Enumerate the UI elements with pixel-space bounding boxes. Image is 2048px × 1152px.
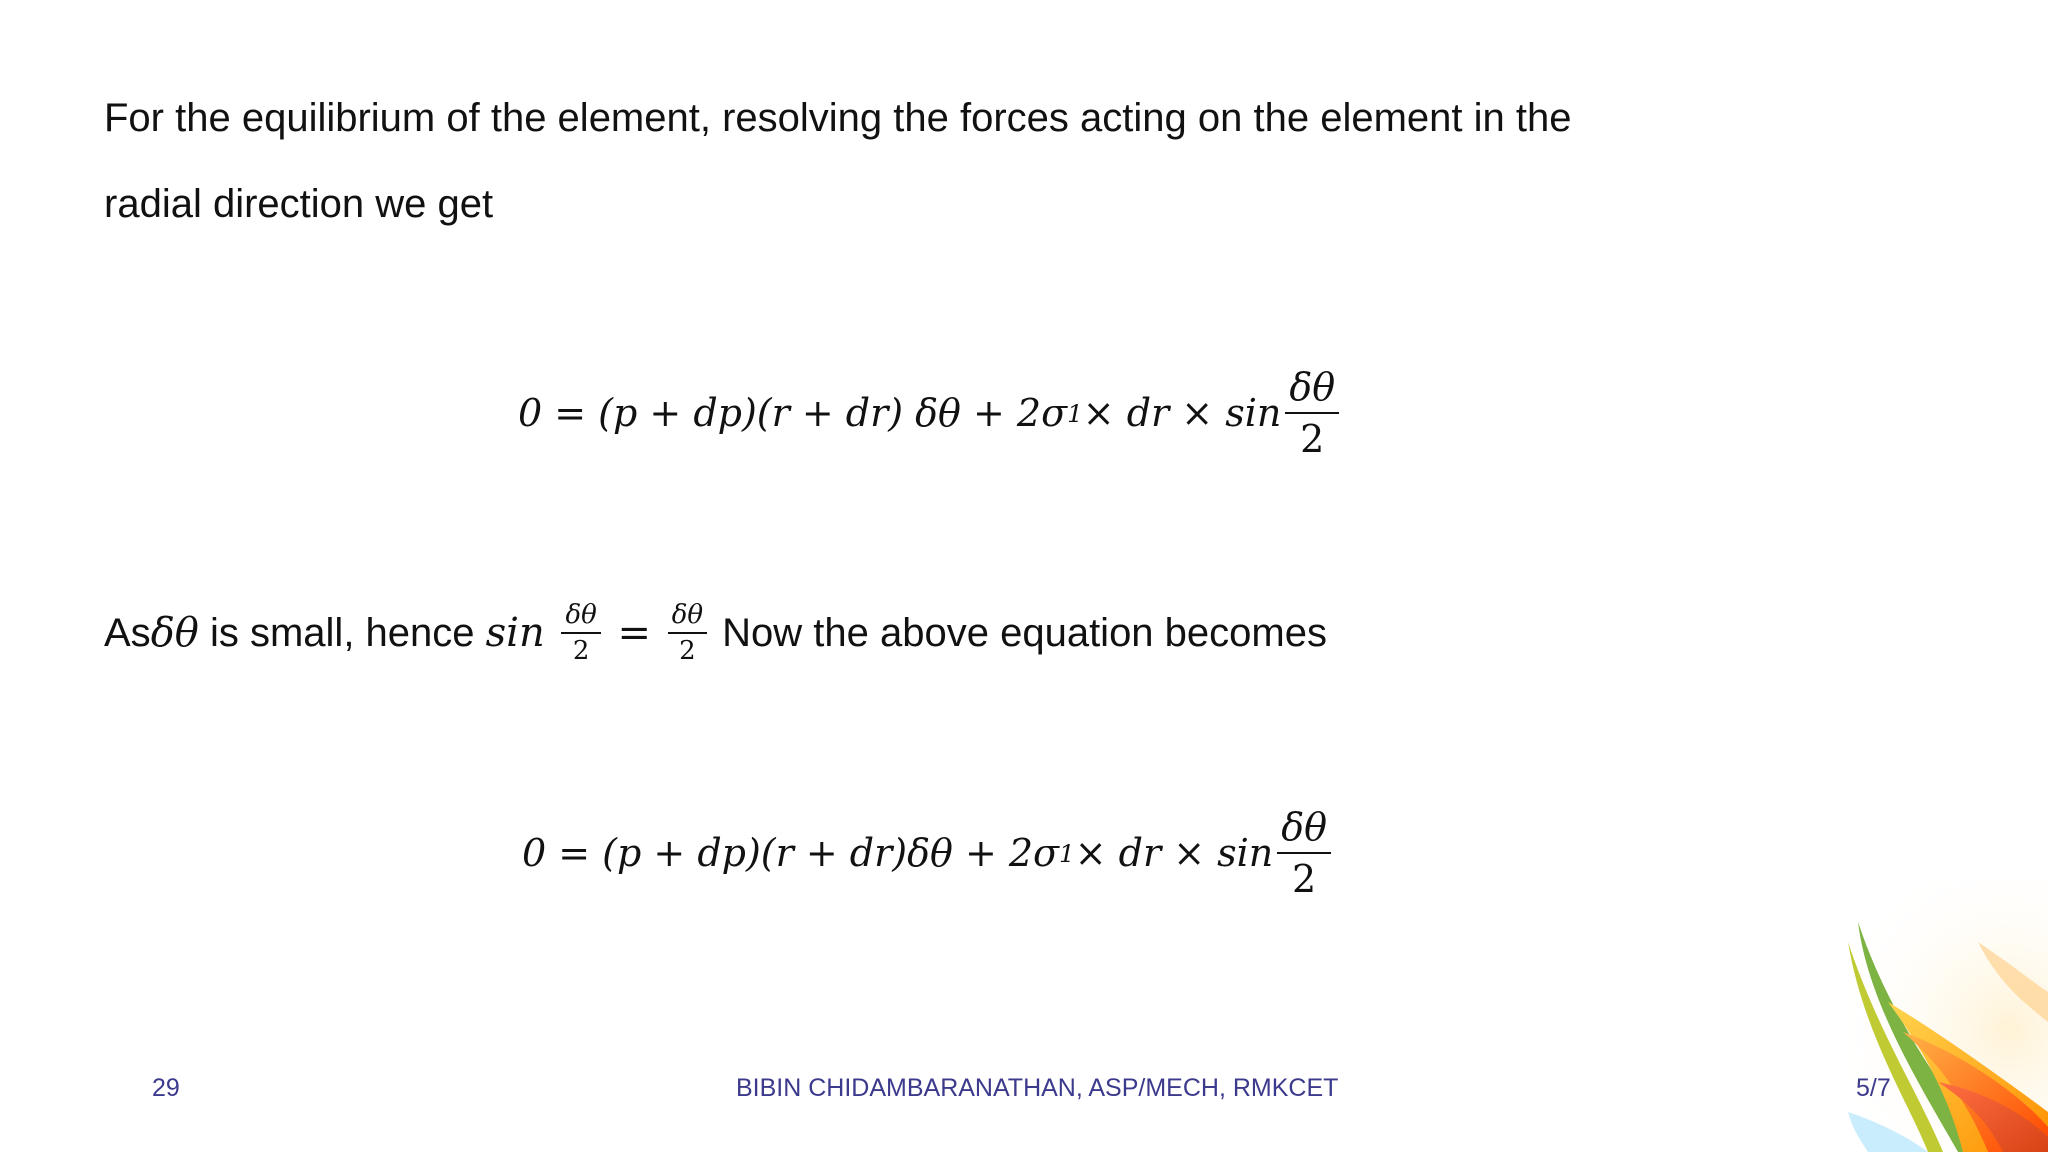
equation-1-fraction bbox=[1285, 365, 1339, 461]
equation-2-fraction-numerator: δθ bbox=[1277, 808, 1331, 854]
slide-number: 29 bbox=[152, 1074, 180, 1102]
equation-2-subscript: 1 bbox=[1058, 838, 1075, 868]
equation-2-lhs: 0 = (p + dp)(r + dr)δθ + 2σ bbox=[522, 831, 1059, 875]
equation-2-fraction-denominator: 2 bbox=[1292, 857, 1317, 901]
paragraph-2-is-small: is small, hence bbox=[198, 611, 486, 655]
paragraph-2-equals: = bbox=[604, 610, 664, 656]
equation-1-subscript: 1 bbox=[1067, 398, 1083, 428]
paragraph-2-fraction-1-denominator: 2 bbox=[572, 636, 590, 666]
paragraph-2-sin: sin bbox=[485, 610, 558, 656]
equation-1-lhs: 0 = (p + dp)(r + dr) δθ + 2σ bbox=[518, 391, 1068, 435]
paragraph-2-fraction-2 bbox=[668, 602, 707, 664]
paragraph-2-tail: Now the above equation becomes bbox=[711, 611, 1327, 655]
paragraph-2-fraction-2-denominator: 2 bbox=[679, 636, 696, 666]
paragraph-line-2: radial direction we get bbox=[104, 182, 494, 226]
equation-1-fraction-denominator: 2 bbox=[1300, 417, 1325, 461]
equation-2-rest: × dr × sin bbox=[1074, 831, 1274, 875]
equation-2 bbox=[522, 805, 1335, 901]
paragraph-2-delta-theta: δθ bbox=[150, 610, 199, 656]
equation-1-rest: × dr × sin bbox=[1082, 391, 1282, 435]
paragraph-line-3 bbox=[104, 602, 1327, 664]
footer-author: BIBIN CHIDAMBARANATHAN, ASP/MECH, RMKCET bbox=[736, 1074, 1339, 1102]
equation-1-fraction-numerator: δθ bbox=[1285, 368, 1339, 414]
paragraph-2-fraction-1 bbox=[561, 602, 600, 664]
equation-1 bbox=[518, 365, 1343, 461]
paragraph-2-fraction-1-numerator: δθ bbox=[561, 602, 600, 634]
paragraph-2-fraction-2-numerator: δθ bbox=[668, 602, 707, 634]
paragraph-2-as: As bbox=[104, 611, 151, 655]
paragraph-line-1: For the equilibrium of the element, resolving the forces acting on the element in the bbox=[104, 96, 1572, 140]
equation-2-fraction bbox=[1277, 805, 1331, 901]
decorative-swoosh-graphic bbox=[1788, 882, 2048, 1152]
page-indicator: 5/7 bbox=[1856, 1074, 1891, 1102]
